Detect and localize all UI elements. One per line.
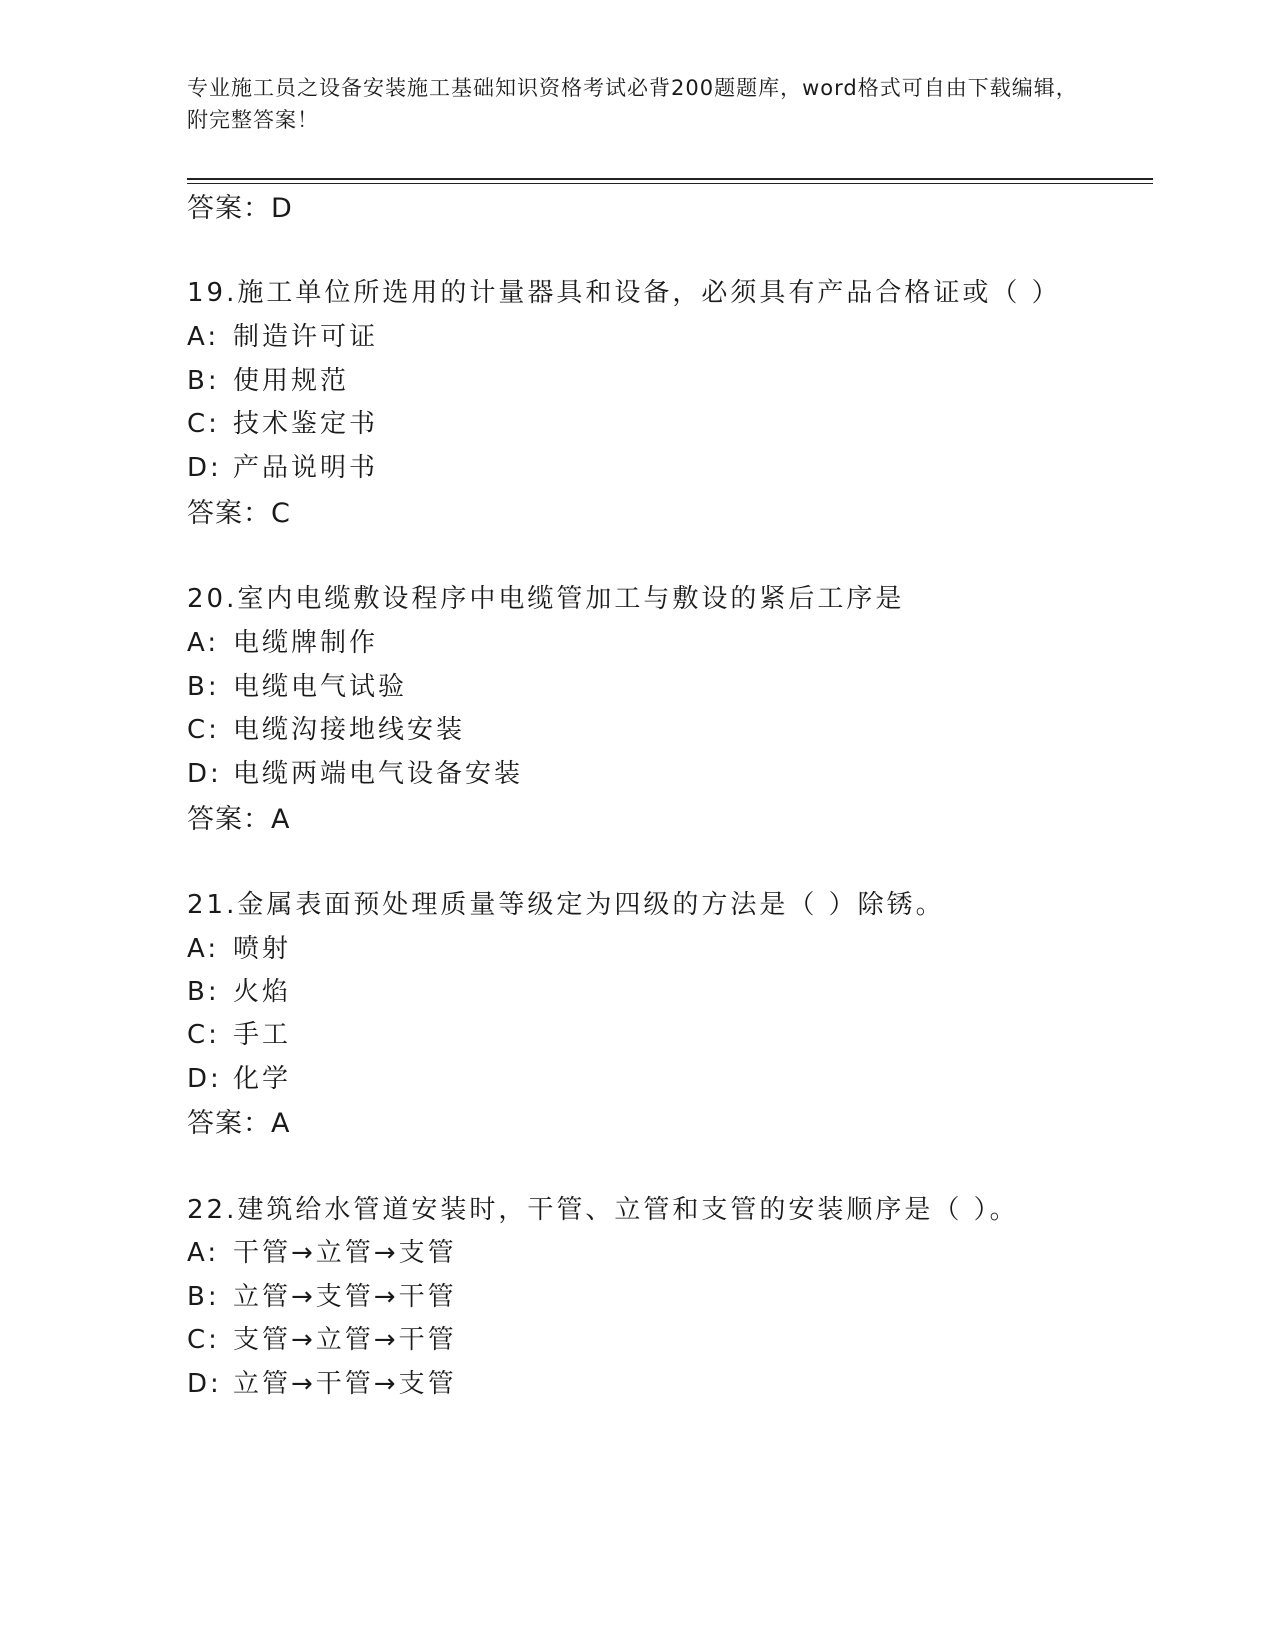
- option-key: A:: [187, 628, 220, 658]
- option-text: 电缆沟接地线安装: [233, 715, 466, 745]
- option-text: 火焰: [233, 977, 292, 1007]
- option-key: B:: [187, 366, 220, 396]
- option-text: 技术鉴定书: [233, 409, 379, 439]
- header-divider-thick: [187, 178, 1153, 180]
- option-d: [187, 1363, 457, 1400]
- option-key: D:: [187, 1369, 222, 1399]
- option-b: [187, 971, 291, 1008]
- option-d: [187, 1058, 291, 1095]
- option-c: [187, 1319, 457, 1356]
- option-text: 产品说明书: [233, 453, 379, 483]
- option-a: [187, 316, 378, 353]
- option-key: B:: [187, 977, 220, 1007]
- option-text: 电缆电气试验: [233, 672, 408, 702]
- question-stem-21: 21.金属表面预处理质量等级定为四级的方法是（ ）除锈。: [187, 890, 945, 920]
- option-text: 化学: [233, 1064, 292, 1094]
- previous-answer: 答案：D: [187, 193, 293, 224]
- option-a: [187, 1232, 457, 1269]
- option-text: 手工: [233, 1020, 292, 1050]
- option-a: [187, 622, 378, 659]
- option-c: [187, 403, 378, 440]
- option-b: [187, 666, 407, 703]
- option-key: A:: [187, 1238, 220, 1268]
- option-a: [187, 928, 291, 965]
- option-c: [187, 1014, 291, 1051]
- option-text: 电缆牌制作: [233, 628, 379, 658]
- option-b: [187, 1276, 457, 1313]
- option-text: 干管→立管→支管: [233, 1238, 457, 1268]
- option-c: [187, 709, 465, 746]
- option-text: 立管→干管→支管: [233, 1369, 457, 1399]
- question-stem-22: 22.建筑给水管道安装时，干管、立管和支管的安装顺序是（ ）。: [187, 1195, 1019, 1225]
- option-b: [187, 360, 349, 397]
- option-d: [187, 447, 378, 484]
- option-key: C:: [187, 1325, 220, 1355]
- answer-19: 答案：C: [187, 498, 291, 529]
- option-text: 电缆两端电气设备安装: [233, 759, 524, 789]
- document-header: 专业施工员之设备安装施工基础知识资格考试必背200题题库，word格式可自由下载编辑，附完整答案！: [187, 76, 1078, 132]
- option-key: A:: [187, 322, 220, 352]
- option-key: D:: [187, 759, 222, 789]
- option-key: D:: [187, 453, 222, 483]
- question-stem-20: 20.室内电缆敷设程序中电缆管加工与敷设的紧后工序是: [187, 584, 905, 614]
- option-text: 支管→立管→干管: [233, 1325, 457, 1355]
- option-text: 使用规范: [233, 366, 350, 396]
- option-d: [187, 753, 523, 790]
- option-text: 喷射: [233, 934, 292, 964]
- option-key: D:: [187, 1064, 222, 1094]
- option-key: A:: [187, 934, 220, 964]
- answer-21: 答案：A: [187, 1108, 291, 1139]
- option-key: C:: [187, 1020, 220, 1050]
- question-stem-19: 19.施工单位所选用的计量器具和设备，必须具有产品合格证或（ ）: [187, 278, 1061, 308]
- option-key: C:: [187, 715, 220, 745]
- answer-20: 答案：A: [187, 804, 291, 835]
- option-key: B:: [187, 1282, 220, 1312]
- header-divider-thin: [187, 183, 1153, 184]
- option-text: 制造许可证: [233, 322, 379, 352]
- option-text: 立管→支管→干管: [233, 1282, 457, 1312]
- option-key: C:: [187, 409, 220, 439]
- option-key: B:: [187, 672, 220, 702]
